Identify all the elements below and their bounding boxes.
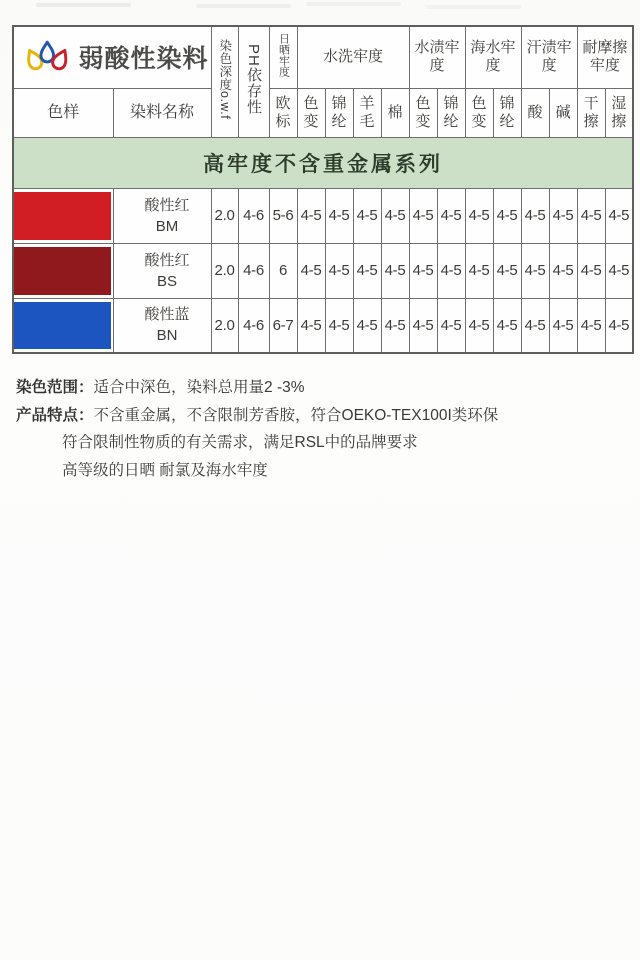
group-header-seawater: 海水牢度 <box>465 26 521 88</box>
rating-cell: 4-5 <box>577 243 605 298</box>
rating-cell: 4-5 <box>381 243 409 298</box>
rating-cell: 4-5 <box>297 188 325 243</box>
color-swatch <box>13 302 111 350</box>
rating-cell: 4-5 <box>577 298 605 353</box>
rating-cell: 4-5 <box>493 188 521 243</box>
rating-cell: 4-5 <box>409 188 437 243</box>
sub-header: 色变 <box>297 88 325 137</box>
rating-cell: 4-5 <box>465 188 493 243</box>
rating-cell: 4-5 <box>605 188 633 243</box>
color-swatch <box>13 192 111 240</box>
rating-cell: 4-5 <box>353 188 381 243</box>
rating-cell: 2.0 <box>211 243 238 298</box>
dye-name-cn: 酸性蓝 <box>144 306 190 324</box>
col-header-sample: 色样 <box>13 88 113 137</box>
sub-header: 棉 <box>381 88 409 137</box>
dye-name-cn: 酸性红 <box>144 251 190 269</box>
dye-name-cell <box>113 188 211 243</box>
dye-spec-table <box>12 25 634 354</box>
rating-cell: 4-5 <box>381 298 409 353</box>
sub-header: 羊毛 <box>353 88 381 137</box>
rating-cell: 4-5 <box>409 298 437 353</box>
rating-cell: 4-5 <box>353 243 381 298</box>
dye-row <box>13 298 633 353</box>
notes <box>16 374 616 484</box>
color-sample-cell <box>13 298 113 353</box>
note-line <box>16 429 616 457</box>
rating-cell: 4-5 <box>521 243 549 298</box>
rating-cell: 4-5 <box>437 298 465 353</box>
color-sample-cell <box>13 188 113 243</box>
note-label: 产品特点： <box>16 406 94 424</box>
col-header-lightfastness: 日晒牢度 <box>269 26 297 88</box>
color-swatch <box>13 247 111 295</box>
rating-cell: 2.0 <box>211 298 238 353</box>
rating-cell: 4-5 <box>437 188 465 243</box>
sub-header: 干擦 <box>577 88 605 137</box>
rating-cell: 4-5 <box>465 243 493 298</box>
rating-cell: 4-6 <box>238 243 269 298</box>
rating-cell: 4-5 <box>465 298 493 353</box>
rating-cell: 4-5 <box>353 298 381 353</box>
sub-header-eu-standard: 欧标 <box>269 88 297 137</box>
rating-cell: 4-5 <box>521 188 549 243</box>
rating-cell: 4-5 <box>605 243 633 298</box>
rating-cell: 4-6 <box>238 298 269 353</box>
rating-cell: 4-5 <box>493 243 521 298</box>
color-sample-cell <box>13 243 113 298</box>
rating-cell: 4-5 <box>493 298 521 353</box>
sub-header: 酸 <box>521 88 549 137</box>
note-line <box>16 402 616 430</box>
rating-cell: 6-7 <box>269 298 297 353</box>
brand-logo <box>16 33 209 81</box>
rating-cell: 4-5 <box>325 298 353 353</box>
col-header-ph: PH依存性 <box>238 26 269 137</box>
dye-row <box>13 188 633 243</box>
dye-name-cell <box>113 298 211 353</box>
rating-cell: 4-5 <box>409 243 437 298</box>
col-header-depth: 染色深度o.w.f <box>211 26 238 137</box>
group-header-washing: 水洗牢度 <box>297 26 409 88</box>
brand-header-cell <box>13 26 211 88</box>
sub-header: 色变 <box>409 88 437 137</box>
rating-cell: 4-5 <box>521 298 549 353</box>
brand-name: 弱酸性染料 <box>78 45 209 74</box>
rating-cell: 4-5 <box>549 298 577 353</box>
dye-name-code: BN <box>156 327 178 345</box>
rating-cell: 4-5 <box>577 188 605 243</box>
sub-header: 湿擦 <box>605 88 633 137</box>
rating-cell: 4-5 <box>549 243 577 298</box>
water-drops-logo-icon <box>24 33 71 81</box>
table-body <box>13 188 633 353</box>
group-header-perspiration: 汗渍牢度 <box>521 26 577 88</box>
series-banner-title: 高牢度不含重金属系列 <box>203 152 444 176</box>
rating-cell: 4-5 <box>325 243 353 298</box>
note-text: 不含重金属，不含限制芳香胺，符合OEKO-TEX100I类环保 <box>93 406 499 424</box>
sub-header: 锦纶 <box>325 88 353 137</box>
sub-header: 锦纶 <box>493 88 521 137</box>
dye-name-code: BS <box>157 272 178 290</box>
rating-cell: 4-5 <box>381 188 409 243</box>
rating-cell: 4-5 <box>549 188 577 243</box>
sub-header: 锦纶 <box>437 88 465 137</box>
note-label: 染色范围： <box>16 379 94 396</box>
note-line <box>16 374 616 402</box>
scan-artifacts <box>36 3 131 7</box>
rating-cell: 5-6 <box>269 188 297 243</box>
rating-cell: 4-5 <box>437 243 465 298</box>
note-text: 符合限制性物质的有关需求，满足RSL中的品牌要求 <box>62 434 418 451</box>
series-banner <box>13 137 633 188</box>
group-header-water-stain: 水渍牢度 <box>409 26 465 88</box>
dye-name-cn: 酸性红 <box>144 196 190 214</box>
logo-drop-blue <box>41 42 54 62</box>
dye-name-code: BM <box>155 217 179 235</box>
rating-cell: 4-5 <box>297 298 325 353</box>
dye-name-cell <box>113 243 211 298</box>
note-text: 高等级的日晒 耐氯及海水牢度 <box>62 461 268 479</box>
rating-cell: 6 <box>269 243 297 298</box>
rating-cell: 4-5 <box>297 243 325 298</box>
note-line <box>16 457 616 485</box>
sub-header: 碱 <box>549 88 577 137</box>
group-header-rubbing: 耐摩擦牢度 <box>577 26 633 88</box>
sub-header: 色变 <box>465 88 493 137</box>
rating-cell: 4-5 <box>605 298 633 353</box>
rating-cell: 4-5 <box>325 188 353 243</box>
col-header-dye-name: 染料名称 <box>113 88 211 137</box>
dye-row <box>13 243 633 298</box>
rating-cell: 2.0 <box>211 188 238 243</box>
rating-cell: 4-6 <box>238 188 269 243</box>
note-text: 适合中深色，染料总用量2 -3% <box>93 379 305 396</box>
